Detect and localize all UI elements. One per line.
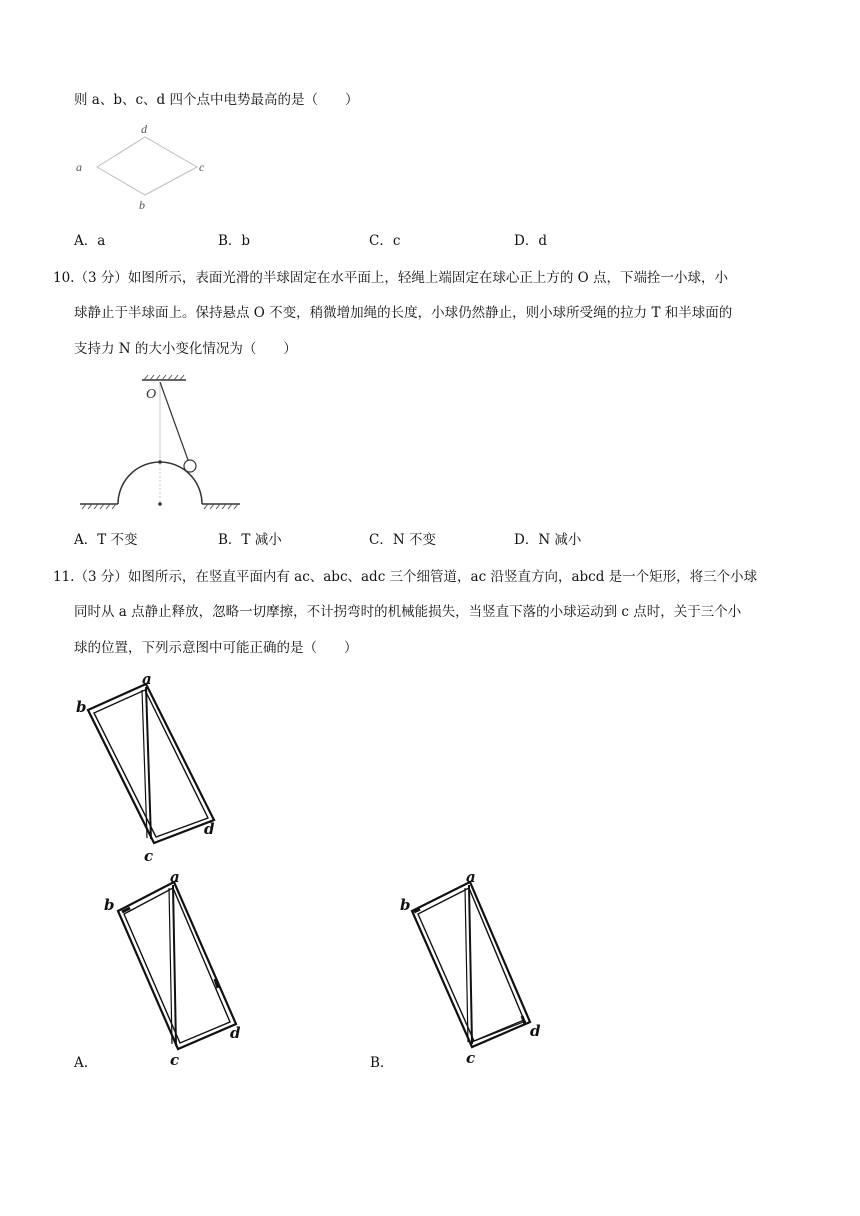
q11-option-a[interactable]: A. (74, 1055, 89, 1071)
q9-rhombus-figure (72, 120, 212, 210)
q11-tube-figure (72, 668, 242, 868)
q9-stem: 则 a、b、c、d 四个点中电势最高的是（ ） (74, 92, 359, 108)
q11-option-b-figure (398, 866, 568, 1066)
q10-label-O: O (146, 387, 157, 402)
q11b-label-c: c (466, 1049, 476, 1067)
q9-label-a: a (76, 160, 82, 174)
q11-label-c: c (144, 847, 154, 865)
q9-option-a[interactable]: A．a (74, 233, 106, 249)
q11b-label-d: d (530, 1022, 541, 1040)
q11a-label-b: b (104, 896, 115, 914)
q11a-label-a: a (170, 868, 180, 886)
q11a-label-d: d (230, 1024, 241, 1042)
q11-stem-line3: 球的位置，下列示意图中可能正确的是（ ） (74, 640, 358, 656)
q10-option-c[interactable]: C．N 不变 (369, 532, 436, 548)
q9-label-b: b (139, 198, 145, 212)
q10-stem-line1: 10.（3 分）如图所示，表面光滑的半球固定在水平面上，轻绳上端固定在球心正上方的 O 点，下端拴一小球，小 (53, 270, 728, 286)
q11-stem-line1: 11.（3 分）如图所示，在竖直平面内有 ac、abc、adc 三个细管道，ac 沿竖直方向，abcd 是一个矩形，将三个小球 (53, 569, 758, 585)
q9-label-c: c (199, 160, 205, 174)
q11b-label-a: a (466, 868, 476, 886)
q10-hemisphere-figure (74, 372, 264, 517)
q9-option-d[interactable]: D．d (514, 233, 547, 249)
q9-option-b[interactable]: B．b (218, 233, 251, 249)
q11b-label-b: b (400, 896, 411, 914)
q10-option-a[interactable]: A．T 不变 (74, 532, 138, 548)
q9-option-c[interactable]: C．c (369, 233, 401, 249)
q11-stem-line2: 同时从 a 点静止释放，忽略一切摩擦，不计拐弯时的机械能损失，当竖直下落的小球运动到 c 点时，关于三个小 (74, 604, 742, 620)
q10-stem-line2: 球静止于半球面上。保持悬点 O 不变，稍微增加绳的长度，小球仍然静止，则小球所受绳的拉力 T 和半球面的 (74, 305, 733, 321)
q11-option-a-figure (100, 866, 270, 1069)
q10-option-b[interactable]: B．T 减小 (218, 532, 282, 548)
q11-option-b[interactable]: B. (370, 1055, 385, 1071)
q11-label-b: b (76, 698, 87, 716)
q10-option-d[interactable]: D．N 减小 (514, 532, 582, 548)
q11a-label-c: c (170, 1051, 180, 1069)
q9-label-d: d (141, 122, 147, 136)
q10-stem-line3: 支持力 N 的大小变化情况为（ ） (74, 341, 297, 357)
q11-label-d: d (204, 820, 215, 838)
q11-label-a: a (142, 670, 152, 688)
